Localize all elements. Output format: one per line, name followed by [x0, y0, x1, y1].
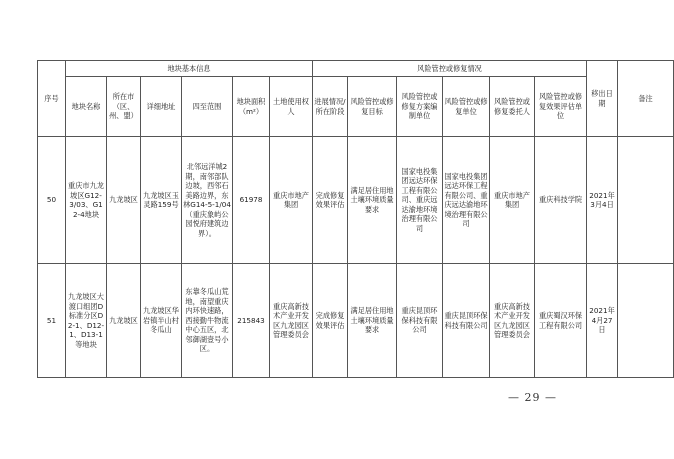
cell-remediation-unit: 国家电投集团远达环保工程有限公司、重庆远达渝地环境治理有限公司	[443, 137, 490, 264]
cell-area: 61978	[233, 137, 270, 264]
header-city: 所在市（区、州、盟）	[107, 77, 141, 137]
cell-city: 九龙坡区	[107, 137, 141, 264]
header-evaluation-unit: 风险管控或修复效果评估单位	[535, 77, 587, 137]
header-remediation-unit: 风险管控或修复单位	[443, 77, 490, 137]
cell-move-date: 2021年4月27日	[587, 264, 618, 378]
cell-progress: 完成修复效果评估	[313, 137, 348, 264]
cell-remark	[618, 264, 674, 378]
cell-site-name: 九龙坡区大渡口组团D标准分区D2-1、D12-1、D13-1等地块	[66, 264, 107, 378]
cell-client: 重庆市地产集团	[490, 137, 535, 264]
header-risk-info: 风险管控或修复情况	[313, 61, 587, 77]
header-site-name: 地块名称	[66, 77, 107, 137]
cell-boundary: 北邻远洋城2期，南邻部队边坡，西邻石美路边界，东林G14-5-1/04（重庆象屿公园悦府建筑边界）。	[182, 137, 233, 264]
header-no: 序号	[38, 61, 66, 137]
header-area: 地块面积（m²）	[233, 77, 270, 137]
cell-land-owner: 重庆高新技术产业开发区九龙园区管理委员会	[270, 264, 313, 378]
cell-remediation-unit: 重庆昆顶环保科技有限公司	[443, 264, 490, 378]
header-remark: 备注	[618, 61, 674, 137]
header-address: 详细地址	[141, 77, 182, 137]
row-no: 51	[38, 264, 66, 378]
cell-move-date: 2021年3月4日	[587, 137, 618, 264]
cell-plan-unit: 重庆昆顶环保科技有限公司	[397, 264, 443, 378]
cell-client: 重庆高新技术产业开发区九龙园区管理委员会	[490, 264, 535, 378]
cell-address: 九龙坡区华岩镇半山村冬瓜山	[141, 264, 182, 378]
cell-remark	[618, 137, 674, 264]
page-number: — 29 —	[508, 391, 557, 404]
cell-area: 215843	[233, 264, 270, 378]
cell-target: 满足居住用地土壤环境质量要求	[348, 264, 397, 378]
cell-address: 九龙坡区玉灵路159号	[141, 137, 182, 264]
header-basic-info: 地块基本信息	[66, 61, 313, 77]
cell-land-owner: 重庆市地产集团	[270, 137, 313, 264]
header-plan-unit: 风险管控或修复方案编制单位	[397, 77, 443, 137]
cell-evaluation-unit: 重庆蜀汉环保工程有限公司	[535, 264, 587, 378]
cell-boundary: 东靠冬瓜山荒地，南望重庆内环快速路，西接勤牛物流中心五区，北邻御湖壹号小区。	[182, 264, 233, 378]
row-no: 50	[38, 137, 66, 264]
cell-progress: 完成修复效果评估	[313, 264, 348, 378]
header-row-groups	[38, 61, 674, 77]
header-row-columns	[38, 77, 674, 137]
header-progress: 进展情况/所在阶段	[313, 77, 348, 137]
header-client: 风险管控或修复委托人	[490, 77, 535, 137]
cell-site-name: 重庆市九龙坡区G12-3/03、G12-4地块	[66, 137, 107, 264]
table-row	[38, 264, 674, 378]
header-move-date: 移出日期	[587, 61, 618, 137]
cell-target: 满足居住用地土壤环境质量要求	[348, 137, 397, 264]
header-land-owner: 土地使用权人	[270, 77, 313, 137]
cell-evaluation-unit: 重庆科技学院	[535, 137, 587, 264]
site-list-table	[37, 60, 674, 378]
cell-city: 九龙坡区	[107, 264, 141, 378]
cell-plan-unit: 国家电投集团远达环保工程有限公司、重庆远达渝地环境治理有限公司	[397, 137, 443, 264]
table-row	[38, 137, 674, 264]
header-boundary: 四至范围	[182, 77, 233, 137]
header-target: 风险管控或修复目标	[348, 77, 397, 137]
